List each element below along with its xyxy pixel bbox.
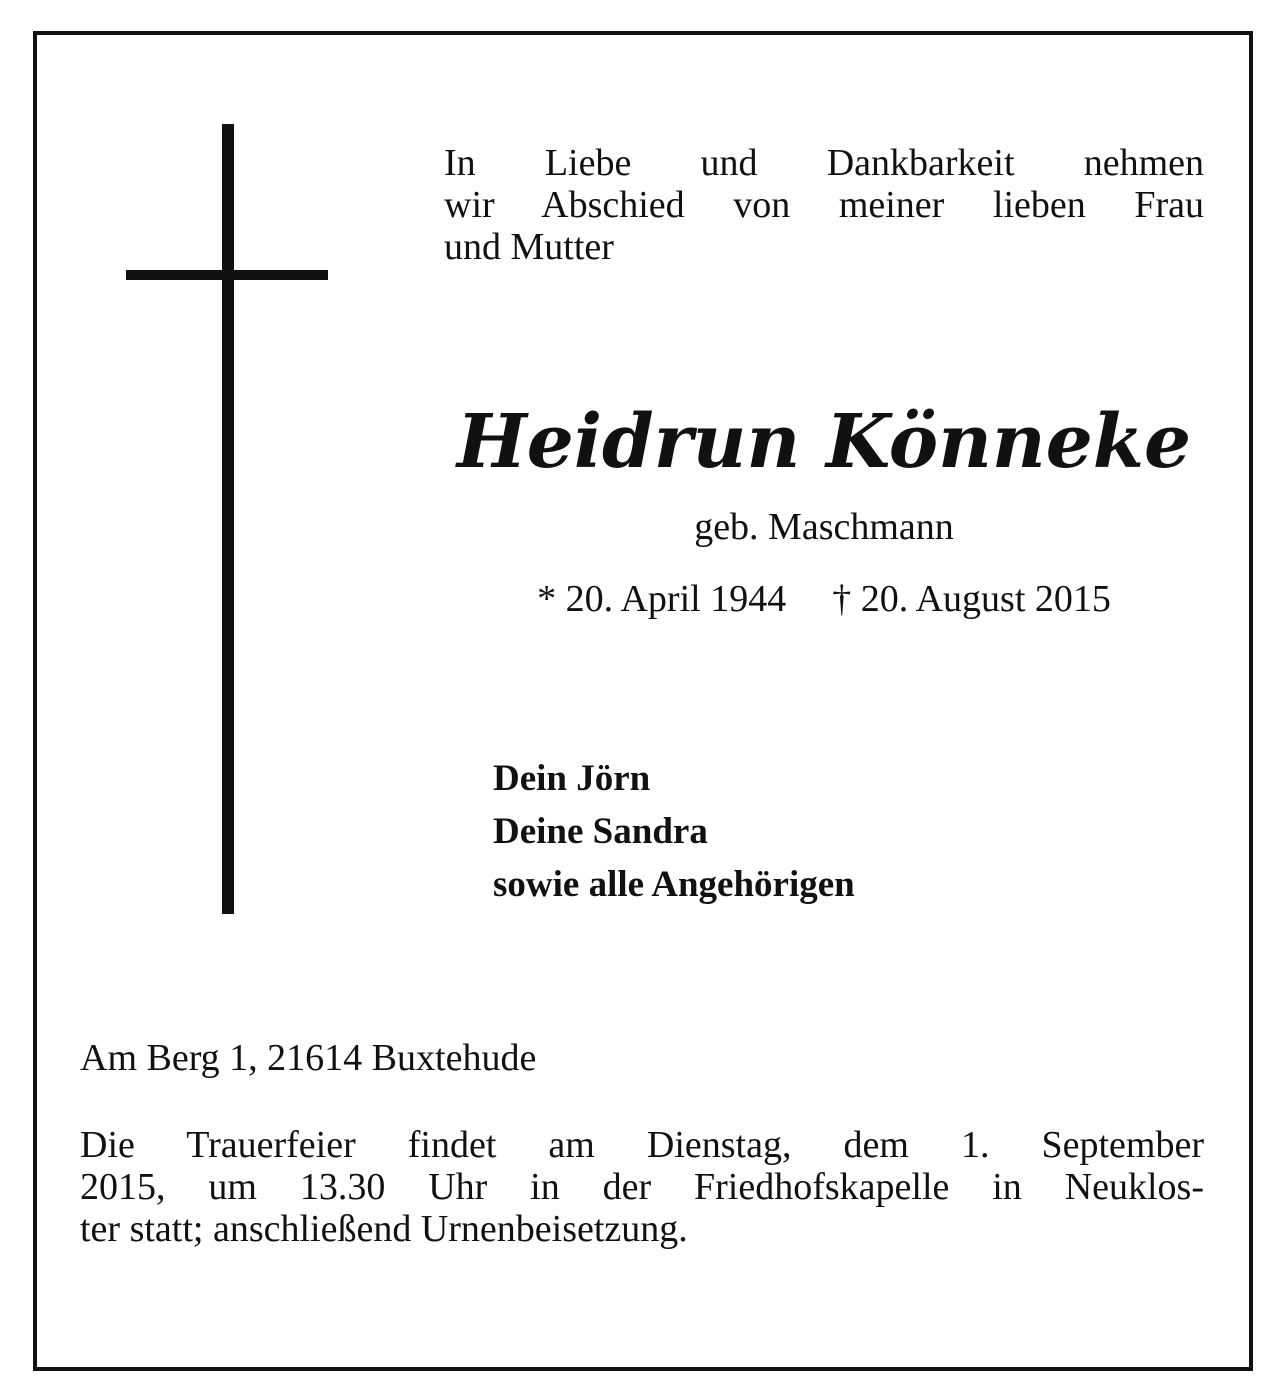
cross-icon-crossbar [126, 270, 328, 280]
intro-line: wir Abschied von meiner lieben Frau [444, 184, 1204, 226]
mourner-item: Deine Sandra [493, 811, 708, 852]
maiden-name: geb. Maschmann [694, 506, 954, 548]
mourner-item: Dein Jörn [493, 758, 651, 799]
mourner-item: sowie alle Angehörigen [493, 864, 855, 905]
death-date: † 20. August 2015 [832, 578, 1111, 620]
funeral-line: ter statt; anschließend Urnenbeisetzung. [80, 1208, 688, 1250]
intro-line: In Liebe und Dankbarkeit nehmen [444, 142, 1204, 184]
family-address: Am Berg 1, 21614 Buxtehude [80, 1037, 537, 1079]
birth-date: * 20. April 1944 [537, 578, 787, 620]
cross-icon [222, 124, 234, 914]
deceased-name: Heidrun Könneke [456, 399, 1192, 485]
intro-text [444, 142, 1204, 268]
funeral-details [80, 1124, 1204, 1250]
funeral-line: Die Trauerfeier findet am Dienstag, dem 1. September [80, 1124, 1204, 1166]
funeral-line: 2015, um 13.30 Uhr in der Friedhofskapelle in Neuklos- [80, 1166, 1204, 1208]
intro-line: und Mutter [444, 226, 614, 268]
life-dates [444, 575, 1204, 623]
mourners-list [493, 752, 855, 911]
